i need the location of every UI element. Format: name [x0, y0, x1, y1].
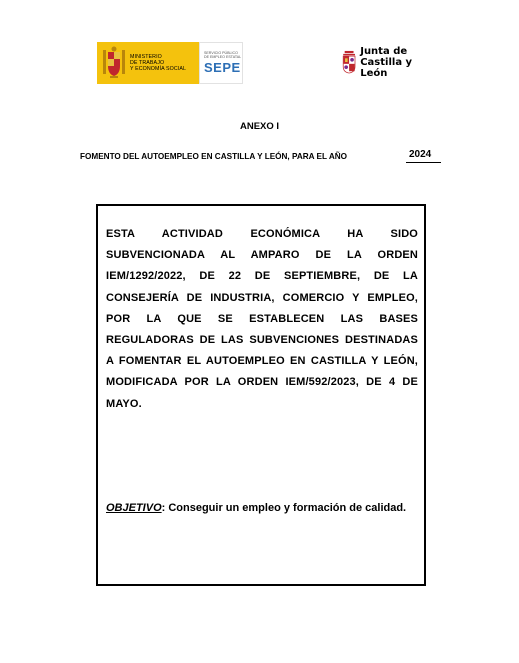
- ministry-line-2: DE TRABAJO: [130, 60, 165, 66]
- spain-coat-of-arms-icon: [101, 46, 127, 80]
- sepe-name: SEPE: [204, 60, 241, 75]
- castilla-leon-shield-icon: [341, 45, 357, 79]
- sepe-fullname: [204, 51, 242, 59]
- sepe-small-line-2: DE EMPLEO ESTATAL: [204, 55, 242, 59]
- ministry-sepe-logo: [97, 42, 243, 84]
- document-subtitle: FOMENTO DEL AUTOEMPLEO EN CASTILLA Y LEÓN, PARA EL AÑO: [80, 152, 348, 161]
- ministry-name: [130, 54, 186, 72]
- junta-castilla-leon-logo: [341, 42, 421, 82]
- sepe-logo: [199, 42, 243, 84]
- junta-line-1: Junta de: [360, 45, 408, 57]
- annex-title: ANEXO I: [239, 121, 280, 132]
- objective-label: OBJETIVO: [106, 502, 162, 514]
- objective-text: : Conseguir un empleo y formación de calidad.: [161, 502, 407, 514]
- year-underline: [406, 162, 441, 163]
- notice-text: ESTA ACTIVIDAD ECONÓMICA HA SIDO SUBVENCIONADA AL AMPARO DE LA ORDEN IEM/1292/2022, DE 22 DE SEPTIEMBRE, DE LA CONSEJERÍA DE INDUSTRIA, COMERCIO Y EMPLEO, POR LA QUE SE ESTABLECEN LAS BASES REGULADORAS DE LAS SUBVENCIONES DESTINADAS A FOMENTAR EL AUTOEMPLEO EN CASTILLA Y LEÓN, MODIFICADA POR LA ORDEN IEM/592/2023, DE 4 DE MAYO.: [106, 228, 418, 410]
- sepe-small-line-1: SERVICIO PÚBLICO: [204, 51, 238, 55]
- year-value: 2024: [409, 149, 432, 160]
- junta-line-2: Castilla y León: [360, 56, 413, 79]
- junta-name: [360, 46, 421, 79]
- objective-paragraph: [106, 498, 418, 519]
- ministry-line-1: MINISTERIO: [130, 54, 162, 60]
- ministry-line-3: Y ECONOMÍA SOCIAL: [130, 66, 187, 72]
- ministry-logo: [97, 42, 199, 84]
